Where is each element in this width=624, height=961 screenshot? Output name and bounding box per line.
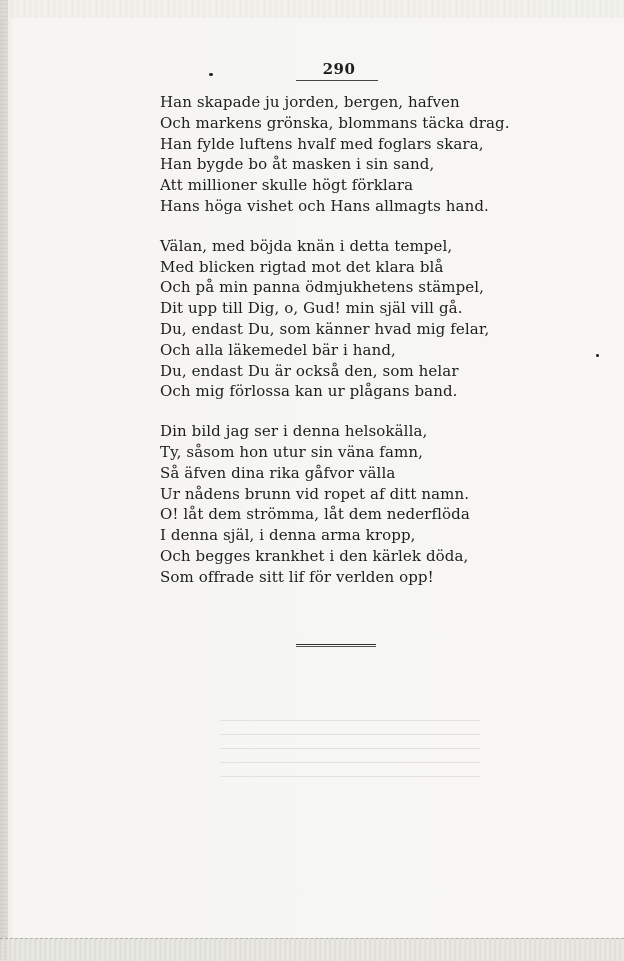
verse-line: Och markens grönska, blommans täcka drag. xyxy=(160,113,510,132)
page-top-edge xyxy=(0,0,624,18)
page-number: 290 xyxy=(322,60,356,78)
stanza-2 xyxy=(160,236,540,402)
verse-line: Han bygde bo åt masken i sin sand, xyxy=(160,155,435,174)
verse-line: Du, endast Du är också den, som helar xyxy=(160,361,459,380)
verse-line: Han fylde luftens hvalf med foglars skara, xyxy=(160,134,484,153)
verse-line: Hans höga vishet och Hans allmagts hand. xyxy=(160,196,489,215)
verse-line: Och begges krankhet i den kärlek döda, xyxy=(160,546,469,565)
verse-line: Ur nådens brunn vid ropet af ditt namn. xyxy=(160,484,470,503)
stanza-1 xyxy=(160,92,540,217)
verse-line: I denna själ, i denna arma kropp, xyxy=(160,526,416,545)
show-through-text xyxy=(220,720,480,780)
verse-line: Och mig förlossa kan ur plågans band. xyxy=(160,382,458,401)
page-bottom-edge xyxy=(0,938,624,961)
verse-line: Välan, med böjda knän i detta tempel, xyxy=(160,236,453,255)
ink-speck xyxy=(596,354,599,357)
verse-line: Och på min panna ödmjukhetens stämpel, xyxy=(160,278,485,297)
verse-line: Ty, såsom hon utur sin väna famn, xyxy=(160,442,423,461)
verse-line: Han skapade ju jorden, bergen, hafven xyxy=(160,93,460,111)
end-rule xyxy=(296,644,376,647)
verse-line: Att millioner skulle högt förklara xyxy=(160,176,414,195)
verse-line: Med blicken rigtad mot det klara blå xyxy=(160,257,444,276)
verse-line: Du, endast Du, som känner hvad mig felar, xyxy=(160,319,490,338)
header-rule xyxy=(296,80,378,81)
stanza-3 xyxy=(160,421,540,587)
verse-line: Din bild jag ser i denna helsokälla, xyxy=(160,422,428,441)
verse-line: Och alla läkemedel bär i hand, xyxy=(160,340,396,359)
page-binding-edge xyxy=(0,0,8,960)
verse-line: Som offrade sitt lif för verlden opp! xyxy=(160,567,434,586)
verse-line: O! låt dem strömma, låt dem nederflöda xyxy=(160,505,470,524)
verse-line: Dit upp till Dig, o, Gud! min själ vill gå. xyxy=(160,299,463,318)
verse-line: Så äfven dina rika gåfvor välla xyxy=(160,463,396,482)
ink-speck xyxy=(209,73,213,76)
poem xyxy=(160,92,540,607)
